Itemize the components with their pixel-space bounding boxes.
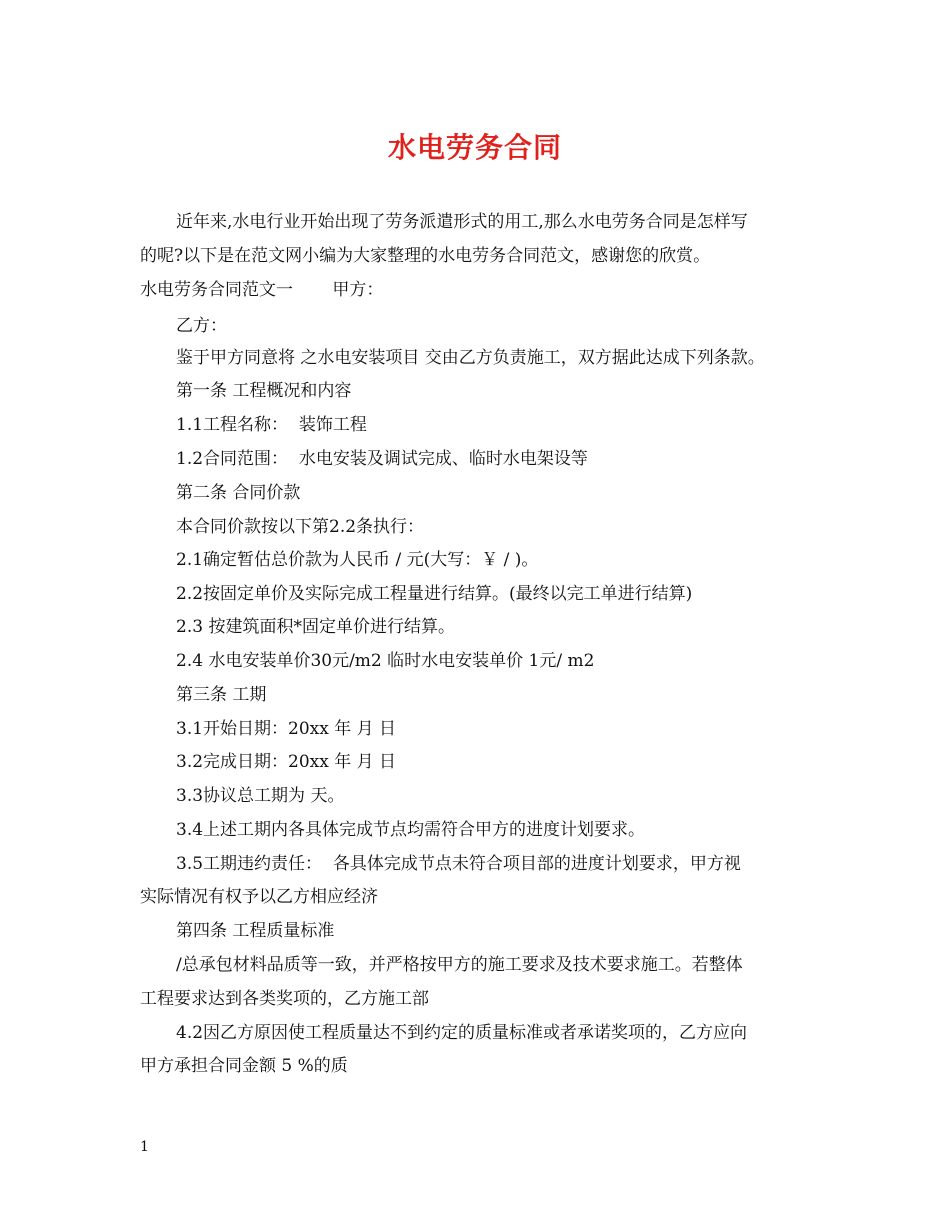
paragraph-line: 水电劳务合同范文一 甲方： bbox=[140, 280, 384, 300]
section-heading: 第一条 工程概况和内容 bbox=[176, 381, 352, 401]
paragraph-line: 近年来,水电行业开始出现了劳务派遣形式的用工,那么水电劳务合同是怎样写 bbox=[176, 212, 748, 232]
paragraph-line: 甲方承担合同金额 5 %的质 bbox=[140, 1056, 348, 1076]
section-heading: 第三条 工期 bbox=[176, 685, 267, 705]
paragraph-line: 2.3 按建筑面积*固定单价进行结算。 bbox=[176, 617, 455, 637]
paragraph-line: 3.3协议总工期为 天。 bbox=[176, 786, 345, 806]
paragraph-line: 鉴于甲方同意将 之水电安装项目 交由乙方负责施工，双方据此达成下列条款。 bbox=[176, 348, 765, 368]
section-heading: 第四条 工程质量标准 bbox=[176, 921, 335, 941]
paragraph-line: 的呢?以下是在范文网小编为大家整理的水电劳务合同范文，感谢您的欣赏。 bbox=[140, 246, 711, 266]
paragraph-line: 实际情况有权予以乙方相应经济 bbox=[140, 887, 378, 907]
paragraph-line: 本合同价款按以下第2.2条执行： bbox=[176, 517, 425, 537]
paragraph-line: 2.1确定暂估总价款为人民币 / 元(大写：￥ / )。 bbox=[176, 550, 539, 570]
paragraph-line: 4.2因乙方原因使工程质量达不到约定的质量标准或者承诺奖项的，乙方应向 bbox=[176, 1023, 748, 1043]
page-number: 1 bbox=[140, 1139, 149, 1155]
paragraph-line: 2.4 水电安装单价30元/m2 临时水电安装单价 1元/ m2 bbox=[176, 651, 595, 671]
paragraph-line: 3.1开始日期：20xx 年 月 日 bbox=[176, 719, 397, 739]
paragraph-line: 1.1工程名称： 装饰工程 bbox=[176, 415, 367, 435]
paragraph-line: /总承包材料品质等一致，并严格按甲方的施工要求及技术要求施工。若整体 bbox=[176, 955, 743, 975]
paragraph-line: 2.2按固定单价及实际完成工程量进行结算。(最终以完工单进行结算) bbox=[176, 584, 693, 604]
paragraph-line: 乙方： bbox=[176, 316, 227, 336]
section-heading: 第二条 合同价款 bbox=[176, 483, 301, 503]
document-title: 水电劳务合同 bbox=[387, 131, 562, 164]
paragraph-line: 3.4上述工期内各具体完成节点均需符合甲方的进度计划要求。 bbox=[176, 820, 646, 840]
paragraph-line: 1.2合同范围： 水电安装及调试完成、临时水电架设等 bbox=[176, 449, 588, 469]
paragraph-line: 工程要求达到各类奖项的，乙方施工部 bbox=[140, 989, 429, 1009]
paragraph-line: 3.5工期违约责任： 各具体完成节点未符合项目部的进度计划要求，甲方视 bbox=[176, 854, 741, 874]
paragraph-line: 3.2完成日期：20xx 年 月 日 bbox=[176, 752, 397, 772]
